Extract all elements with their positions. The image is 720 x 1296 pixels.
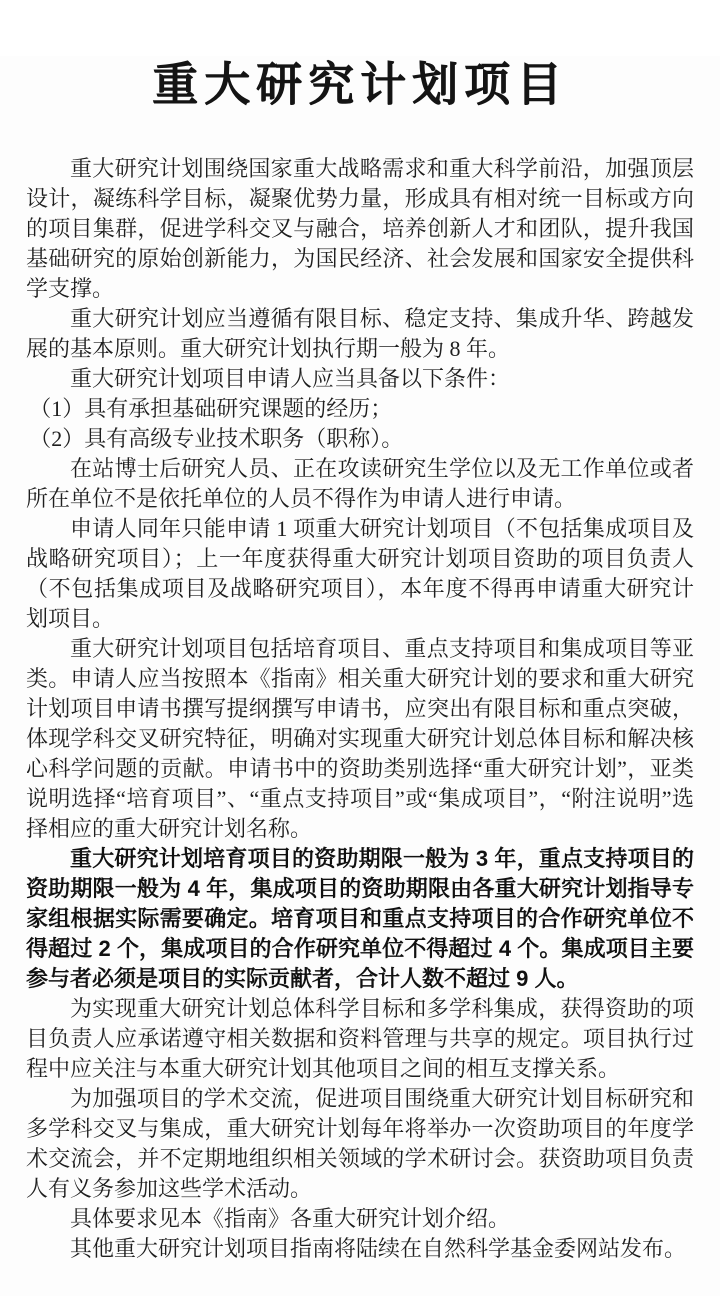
paragraph: 申请人同年只能申请 1 项重大研究计划项目（不包括集成项目及战略研究项目）；上一年度获得重大研究计划项目资助的项目负责人（不包括集成项目及战略研究项目），本年度不得再申请重大研究计划项目。: [26, 515, 694, 631]
document-page: [0, 56, 720, 1296]
paragraph: 重大研究计划培育项目的资助期限一般为 3 年，重点支持项目的资助期限一般为 4 年，集成项目的资助期限由各重大研究计划指导专家组根据实际需要确定。培育项目和重点支持项目的合作研究单位不得超过 2 个，集成项目的合作研究单位不得超过 4 个。集成项目主要参与者必须是项目的实际贡献者，合计人数不超过 9 人。: [26, 845, 694, 991]
paragraph: 重大研究计划应当遵循有限目标、稳定支持、集成升华、跨越发展的基本原则。重大研究计划执行期一般为 8 年。: [26, 305, 694, 361]
document-body: [26, 154, 694, 1264]
paragraph: （1）具有承担基础研究课题的经历；: [29, 395, 393, 421]
page-title: 重大研究计划项目: [152, 59, 568, 110]
paragraph: 在站博士后研究人员、正在攻读研究生学位以及无工作单位或者所在单位不是依托单位的人员不得作为申请人进行申请。: [26, 455, 694, 511]
paragraph: 为加强项目的学术交流，促进项目围绕重大研究计划目标研究和多学科交叉与集成，重大研究计划每年将举办一次资助项目的年度学术交流会，并不定期地组织相关领域的学术研讨会。获资助项目负责人有义务参加这些学术活动。: [26, 1085, 694, 1201]
paragraph: 重大研究计划项目包括培育项目、重点支持项目和集成项目等亚类。申请人应当按照本《指南》相关重大研究计划的要求和重大研究计划项目申请书撰写提纲撰写申请书，应突出有限目标和重点突破，体现学科交叉研究特征，明确对实现重大研究计划总体目标和解决核心科学问题的贡献。申请书中的资助类别选择“重大研究计划”，亚类说明选择“培育项目”、“重点支持项目”或“集成项目”，“附注说明”选择相应的重大研究计划名称。: [26, 635, 694, 841]
paragraph: 重大研究计划围绕国家重大战略需求和重大科学前沿，加强顶层设计，凝练科学目标，凝聚优势力量，形成具有相对统一目标或方向的项目集群，促进学科交叉与融合，培养创新人才和团队，提升我国基础研究的原始创新能力，为国民经济、社会发展和国家安全提供科学支撑。: [26, 155, 694, 301]
paragraph: 其他重大研究计划项目指南将陆续在自然科学基金委网站发布。: [70, 1235, 687, 1261]
paragraph: （2）具有高级专业技术职务（职称）。: [29, 425, 404, 451]
paragraph: 为实现重大研究计划总体科学目标和多学科集成，获得资助的项目负责人应承诺遵守相关数据和资料管理与共享的规定。项目执行过程中应关注与本重大研究计划其他项目之间的相互支撑关系。: [26, 995, 694, 1081]
paragraph: 重大研究计划项目申请人应当具备以下条件：: [70, 365, 511, 391]
paragraph: 具体要求见本《指南》各重大研究计划介绍。: [70, 1205, 511, 1231]
